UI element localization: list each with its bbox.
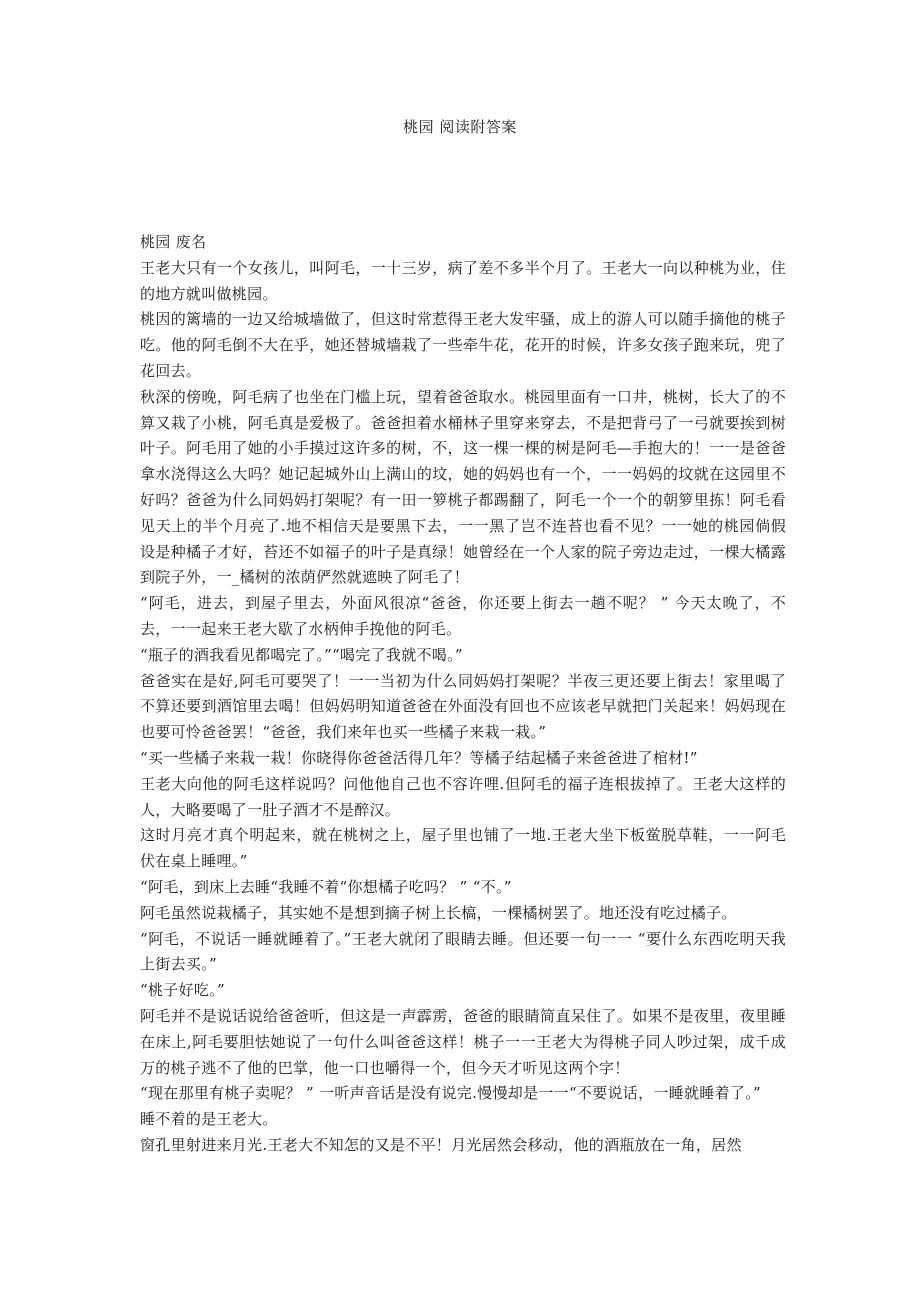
document-body bbox=[140, 230, 786, 1159]
paragraph: 窗孔里射进来月光.王老大不知怎的又是不平！月光居然会移动，他的酒瓶放在一角，居然 bbox=[140, 1135, 742, 1154]
paragraph: “阿毛，进去，到屋子里去，外面风很凉“爸爸，你还要上街去一趟不呢？ ” 今天太晚了，不去，一一起来王老大歇了水柄伸手挽他的阿毛。 bbox=[140, 594, 786, 638]
paragraph: 秋深的傍晚，阿毛病了也坐在门槛上玩，望着爸爸取水。桃园里面有一口井，桃树，长大了的不算又栽了小桃，阿毛真是爱极了。爸爸担着水桶林子里穿来穿去，不是把背弓了一弓就要挨到树叶子。阿毛用了她的小手摸过这许多的树，不，这一棵一棵的树是阿毛—手抱大的！一一是爸爸拿水浇得这么大吗？她记起城外山上满山的坟，她的妈妈也有一个，一一妈妈的坟就在这园里不好吗？爸爸为什么同妈妈打架呢？有一田一箩桃子都踢翻了，阿毛一个一个的朝箩里拣！阿毛看见天上的半个月亮了.地不相信天是要黑下去，一一黑了岂不连苔也看不见？一一她的桃园倘假设是种橘子才好，苔还不如福子的叶子是真绿！她曾经在一个人家的院子旁边走过，一棵大橘露到院子外，一_橘树的浓荫俨然就遮映了阿毛了！ bbox=[140, 387, 786, 587]
paragraph: “阿毛，不说话一睡就睡着了。”王老大就闭了眼睛去睡。但还要一句一一 “要什么东西吃明天我上街去买。” bbox=[140, 929, 786, 974]
paragraph: 王老大只有一个女孩儿，叫阿毛，一十三岁，病了差不多半个月了。王老大一向以种桃为业，住的地方就叫做桃园。 bbox=[140, 258, 786, 303]
document-title: 桃园 阅读附答案 bbox=[403, 118, 517, 136]
paragraph: 王老大向他的阿毛这样说吗？问他他自己也不容许哩.但阿毛的福子连根拔掉了。王老大这样的人，大略要喝了一肚子酒才不是醉汉。 bbox=[140, 774, 786, 819]
paragraph: “瓶子的酒我看见都喝完了。”“喝完了我就不喝。” bbox=[140, 645, 463, 664]
paragraph: 睡不着的是王老大。 bbox=[140, 1110, 278, 1129]
paragraph: 这时月亮才真个明起来，就在桃树之上，屋子里也铺了一地.王老大坐下板鲎脱草鞋，一一阿毛伏在桌上睡哩。” bbox=[140, 826, 786, 871]
paragraph: “买一些橘子来栽一栽！你晓得你爸爸活得几年？等橘子结起橘子来爸爸进了棺材!” bbox=[140, 748, 698, 767]
paragraph: “现在那里有桃子卖呢？ ” 一听声音话是没有说完.慢慢却是一一“不要说话，一睡就睡着了。” bbox=[140, 1084, 761, 1103]
article-heading: 桃园 废名 bbox=[140, 233, 207, 251]
paragraph: 阿毛虽然说栽橘子，其实她不是想到摘子树上长槁，一棵橘树罢了。地还没有吃过橘子。 bbox=[140, 903, 737, 922]
paragraph: “阿毛，到床上去睡“我睡不着“你想橘子吃吗？ ” “不。” bbox=[140, 877, 512, 896]
paragraph: 阿毛并不是说话说给爸爸听，但这是一声霹雳，爸爸的眼睛简直呆住了。如果不是夜里，夜里睡在床上,阿毛要胆怯她说了一句什么叫爸爸这样！桃子一一王老大为得桃子同人吵过架，成千成万的桃子逃不了他的巴掌，他一口也嚼得一个，但今天才听见这两个字！ bbox=[140, 1006, 786, 1077]
paragraph: 爸爸实在是好,阿毛可要哭了！一一当初为什么同妈妈打架呢？半夜三更还要上街去！家里喝了不算还要到酒馆里去喝！但妈妈明知道爸爸在外面没有回也不应该老早就把门关起来！妈妈现在也要可怜爸爸罢！“爸爸，我们来年也买一些橘子来栽一栽。” bbox=[140, 671, 786, 742]
paragraph: 桃因的篱墙的一边又给城墙做了，但这时常惹得王老大发牢骚，成上的游人可以随手摘他的桃子吃。他的阿毛倒不大在乎，她还替城墙栽了一些牵牛花，花开的时候，许多女孩子跑来玩，兜了花回去。 bbox=[140, 310, 786, 380]
paragraph: “桃子好吃。” bbox=[140, 981, 225, 1000]
